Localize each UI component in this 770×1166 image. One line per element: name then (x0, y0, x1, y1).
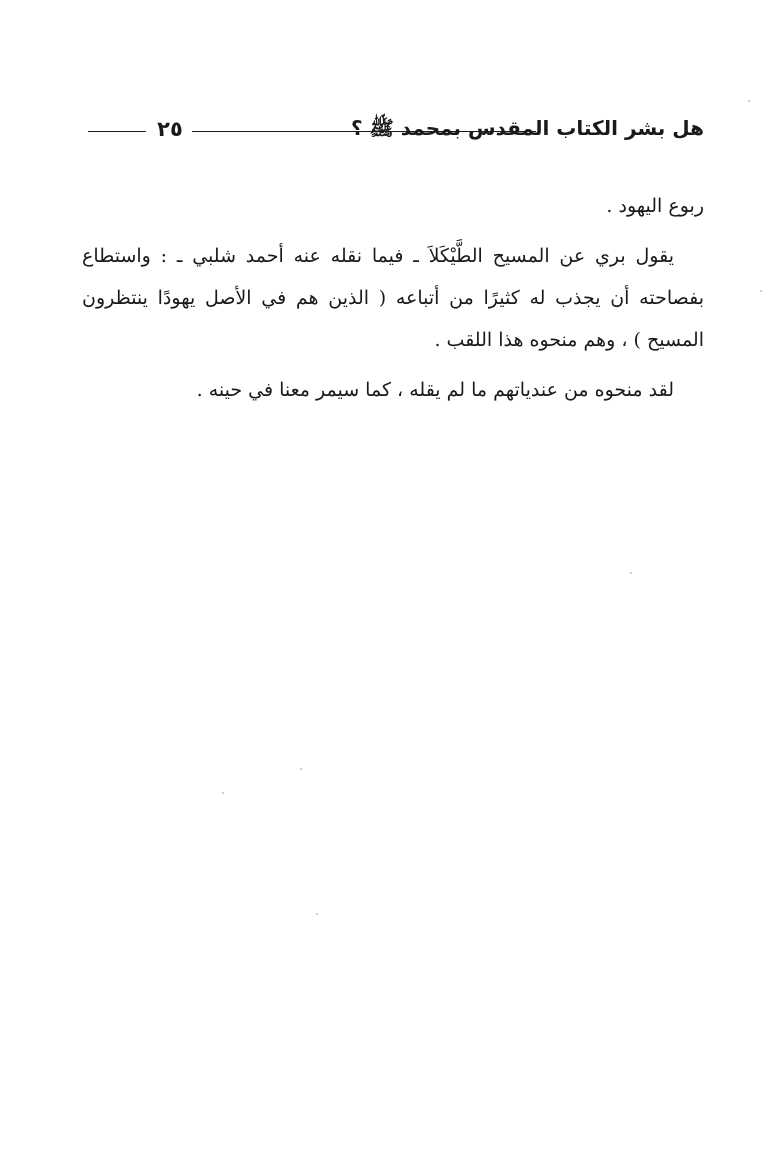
scan-speck (300, 768, 302, 770)
header-rule-left (88, 131, 146, 132)
scan-speck (748, 100, 750, 102)
page-body (82, 185, 704, 411)
paragraph-quote: يقول بري عن المسيح الطَّيْكَلاَ ـ فيما نقله عنه أحمد شلبي ـ : واستطاع بفصاحته أن يجذب له كثيرًا من أتباعه ( الذين هم في الأصل يهودًا ينتظرون المسيح ) ، وهم منحوه هذا اللقب . (82, 245, 704, 351)
running-header (88, 112, 704, 148)
scan-speck (222, 792, 224, 794)
paragraph-closing: لقد منحوه من عندياتهم ما لم يقله ، كما سيمر معنا في حينه . (196, 379, 674, 401)
page-number: ٢٥ (157, 117, 183, 141)
paragraph-continuation: ربوع اليهود . (606, 195, 704, 217)
scan-speck (316, 913, 318, 915)
scan-speck (630, 572, 632, 574)
scan-speck (760, 290, 762, 292)
running-title: هل بشر الكتاب المقدس بمحمد ﷺ ؟ (351, 116, 704, 140)
